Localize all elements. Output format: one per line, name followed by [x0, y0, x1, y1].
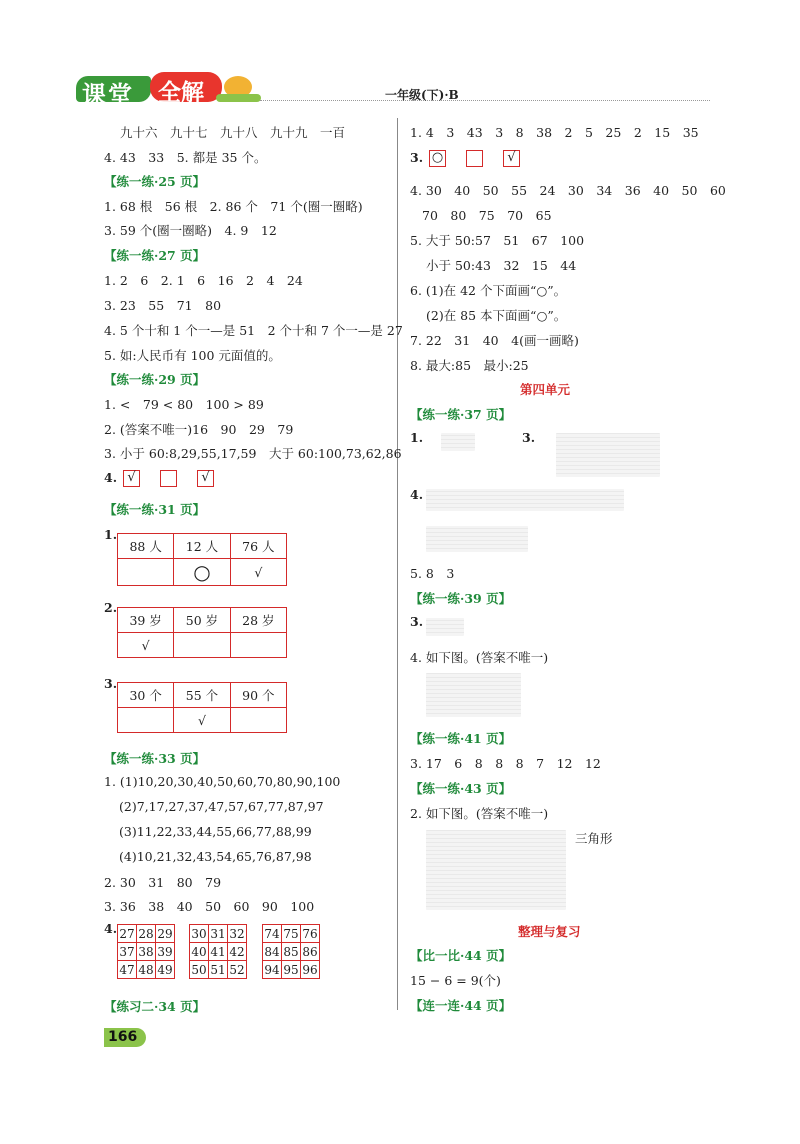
- answer-box: √: [503, 150, 520, 167]
- grade-label: 一年级(下)·B: [385, 88, 459, 102]
- line: 2. 30 31 80 79: [104, 875, 222, 890]
- table-cell: 50 岁: [174, 608, 230, 633]
- table-cell: 88 人: [118, 534, 174, 559]
- line: 3. 36 38 40 50 60 90 100: [104, 899, 315, 914]
- answer-table: [117, 533, 287, 586]
- column-divider: [397, 118, 398, 1010]
- table-cell: √: [174, 708, 230, 733]
- grid-cell: 50: [191, 962, 207, 977]
- page-number: 166: [108, 1029, 138, 1045]
- table-cell: 30 个: [118, 683, 174, 708]
- line: 1. 2 6 2. 1 6 16 2 4 24: [104, 273, 303, 288]
- line: 九十六 九十七 九十八 九十九 一百: [120, 125, 346, 140]
- question-number: 3.: [522, 430, 536, 445]
- section-heading: 【练一练·33 页】: [104, 751, 206, 766]
- number-grid: [262, 924, 320, 979]
- table-cell: 39 岁: [118, 608, 174, 633]
- grid-cell: 31: [210, 926, 226, 941]
- grid-cell: 86: [302, 944, 318, 959]
- section-heading: 【练一练·39 页】: [410, 591, 512, 606]
- page-number-badge: [104, 1028, 146, 1047]
- answer-box: ○: [429, 150, 446, 167]
- question-number: 4.: [104, 470, 118, 485]
- figure-placeholder: [426, 830, 566, 910]
- grid-cell: 40: [191, 944, 207, 959]
- section-heading: 【练一练·31 页】: [104, 502, 206, 517]
- figure-placeholder: [556, 433, 660, 477]
- section-heading: 【练一练·27 页】: [104, 248, 206, 263]
- line: 1. 4 3 43 3 8 38 2 5 25 2 15 35: [410, 125, 699, 140]
- figure-placeholder: [426, 618, 464, 636]
- table-cell: 90 个: [230, 683, 286, 708]
- answer-box: √: [197, 470, 214, 487]
- question-number: 3.: [104, 676, 118, 691]
- section-heading: 【比一比·44 页】: [410, 948, 512, 963]
- question-number: 1.: [410, 430, 424, 445]
- figure-placeholder: [426, 673, 521, 717]
- figure-placeholder: [426, 526, 528, 552]
- question-number: 3.: [410, 150, 424, 165]
- line: 4. 5 个十和 1 个一—是 51 2 个十和 7 个一—是 27: [104, 323, 403, 338]
- answer-boxes: [410, 150, 536, 167]
- grid-cell: 29: [157, 926, 173, 941]
- section-heading: 【练一练·25 页】: [104, 174, 206, 189]
- figure-placeholder: [426, 489, 624, 511]
- table-cell: [230, 633, 286, 658]
- grid-cell: 52: [229, 962, 245, 977]
- question-number: 4.: [104, 921, 118, 936]
- answer-box: [466, 150, 483, 167]
- grid-cell: 51: [210, 962, 226, 977]
- question-number: 4.: [410, 487, 424, 502]
- number-grid: [117, 924, 175, 979]
- line: 3. 23 55 71 80: [104, 298, 222, 313]
- table-cell: 12 人: [174, 534, 230, 559]
- brand-text: 课堂: [82, 81, 134, 109]
- line: 4. 如下图。(答案不唯一): [410, 650, 549, 665]
- line: (2)在 85 本下面画“○”。: [426, 308, 567, 323]
- line: 5. 如:人民币有 100 元面值的。: [104, 348, 281, 363]
- table-cell: [174, 633, 230, 658]
- answer-boxes: [104, 470, 230, 487]
- grid-cell: 96: [302, 962, 318, 977]
- line: (3)11,22,33,44,55,66,77,88,99: [119, 824, 312, 839]
- table-cell: ○: [174, 559, 230, 586]
- grid-cell: 84: [264, 944, 280, 959]
- table-cell: 28 岁: [230, 608, 286, 633]
- grid-cell: 28: [138, 926, 154, 941]
- section-heading: 【练一练·37 页】: [410, 407, 512, 422]
- table-cell: √: [230, 559, 286, 586]
- grid-cell: 47: [119, 962, 135, 977]
- line: 70 80 75 70 65: [422, 208, 552, 223]
- line: 5. 大于 50:57 51 67 100: [410, 233, 585, 248]
- section-heading: 【连一连·44 页】: [410, 998, 512, 1013]
- line: 2. (答案不唯一)16 90 29 79: [104, 422, 294, 437]
- line: 5. 8 3: [410, 566, 455, 581]
- header-rule: [260, 100, 710, 101]
- line: 3. 小于 60:8,29,55,17,59 大于 60:100,73,62,86: [104, 446, 402, 461]
- table-cell: 76 人: [230, 534, 286, 559]
- line: 15 − 6 = 9(个): [410, 973, 501, 988]
- answer-box: √: [123, 470, 140, 487]
- table-cell: √: [118, 633, 174, 658]
- line: 3. 17 6 8 8 8 7 12 12: [410, 756, 601, 771]
- brand-text-2: 全解: [158, 80, 204, 106]
- grid-cell: 39: [157, 944, 173, 959]
- brand-logo: [76, 72, 261, 109]
- grid-cell: 37: [119, 944, 135, 959]
- grid-cell: 27: [119, 926, 135, 941]
- figure-placeholder: [441, 433, 475, 451]
- line: 8. 最大:85 最小:25: [410, 358, 529, 373]
- line: 1. 68 根 56 根 2. 86 个 71 个(圈一圈略): [104, 199, 363, 214]
- line: 2. 如下图。(答案不唯一): [410, 806, 549, 821]
- grid-cell: 75: [283, 926, 299, 941]
- grid-cell: 30: [191, 926, 207, 941]
- grid-cell: 38: [138, 944, 154, 959]
- question-number: 2.: [104, 600, 118, 615]
- section-heading: 【练一练·41 页】: [410, 731, 512, 746]
- table-cell: [118, 559, 174, 586]
- line: 6. (1)在 42 个下面画“○”。: [410, 283, 567, 298]
- grid-cell: 49: [157, 962, 173, 977]
- line: (2)7,17,27,37,47,57,67,77,87,97: [119, 799, 324, 814]
- grid-cell: 32: [229, 926, 245, 941]
- table-cell: [230, 708, 286, 733]
- grid-cell: 95: [283, 962, 299, 977]
- line: 7. 22 31 40 4(画一画略): [410, 333, 579, 348]
- line: 1. (1)10,20,30,40,50,60,70,80,90,100: [104, 774, 341, 789]
- figure-label: 三角形: [575, 831, 613, 846]
- grid-cell: 42: [229, 944, 245, 959]
- line: 3. 59 个(圈一圈略) 4. 9 12: [104, 223, 277, 238]
- grid-cell: 76: [302, 926, 318, 941]
- grid-cell: 74: [264, 926, 280, 941]
- grid-cell: 48: [138, 962, 154, 977]
- answer-table: [117, 682, 287, 733]
- answer-table: [117, 607, 287, 658]
- line: 4. 43 33 5. 都是 35 个。: [104, 150, 267, 165]
- line: 4. 30 40 50 55 24 30 34 36 40 50 60: [410, 183, 726, 198]
- section-heading: 【练一练·29 页】: [104, 372, 206, 387]
- line: 1. < 79 < 80 100 > 89: [104, 397, 264, 412]
- question-number: 1.: [104, 527, 118, 542]
- number-grid: [189, 924, 247, 979]
- grid-cell: 41: [210, 944, 226, 959]
- grid-cell: 85: [283, 944, 299, 959]
- table-cell: 55 个: [174, 683, 230, 708]
- section-heading: 【练习二·34 页】: [104, 999, 206, 1014]
- line: 小于 50:43 32 15 44: [426, 258, 577, 273]
- section-heading: 【练一练·43 页】: [410, 781, 512, 796]
- unit-heading: 整理与复习: [518, 924, 581, 939]
- unit-heading: 第四单元: [520, 382, 571, 397]
- question-number: 3.: [410, 614, 424, 629]
- answer-box: [160, 470, 177, 487]
- line: (4)10,21,32,43,54,65,76,87,98: [119, 849, 312, 864]
- grid-cell: 94: [264, 962, 280, 977]
- table-cell: [118, 708, 174, 733]
